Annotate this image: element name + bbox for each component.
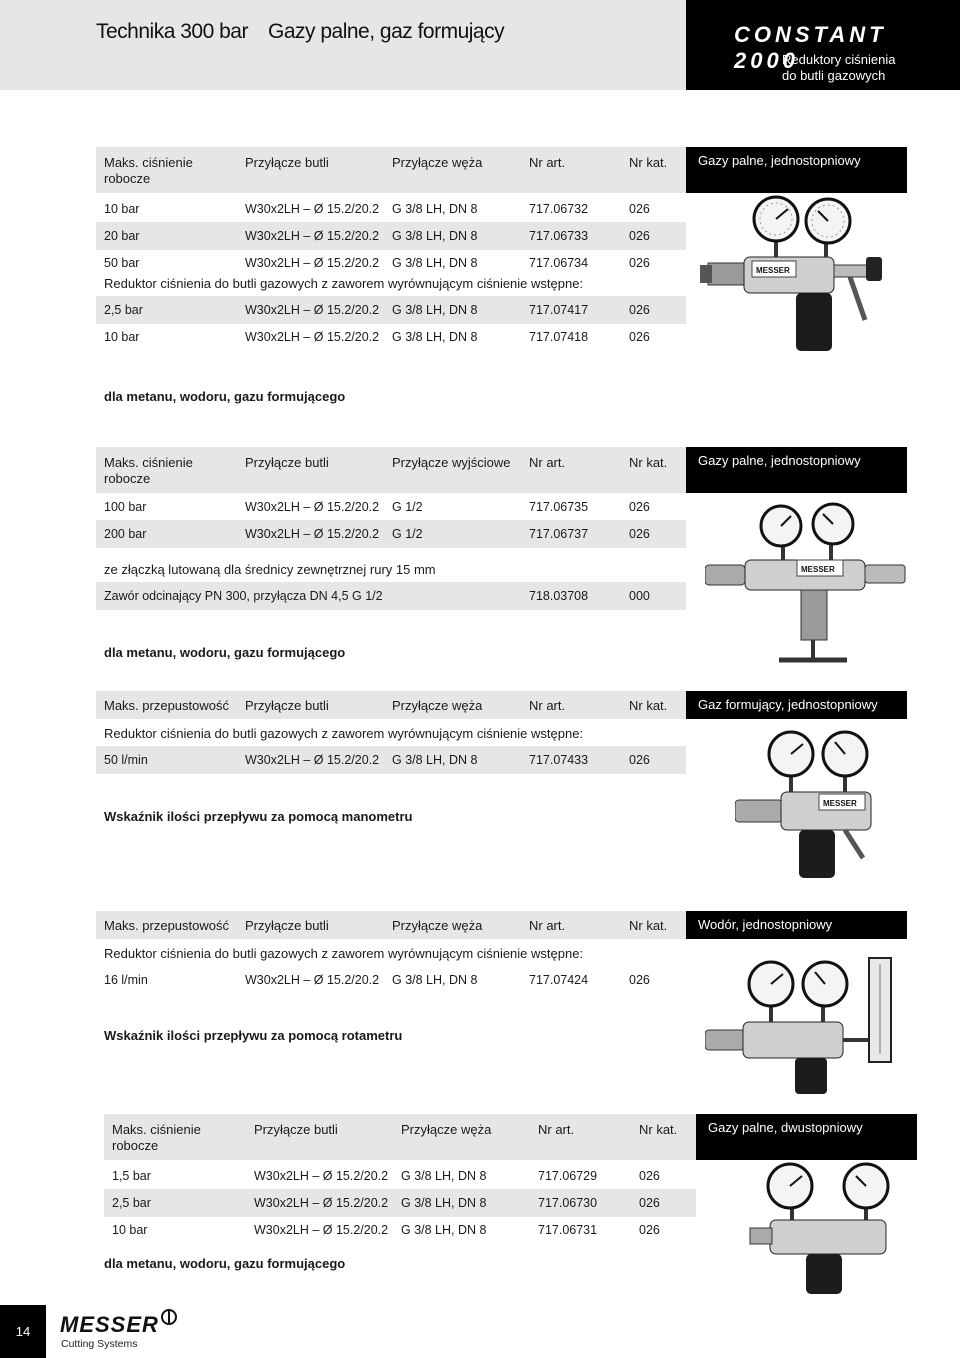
cell: W30x2LH – Ø 15.2/20.2 [245, 303, 380, 317]
regulator-image [735, 728, 905, 888]
col-hose: Przyłącze węża [401, 1122, 492, 1137]
section-title-box: Wodór, jednostopniowy [686, 911, 907, 939]
col-cat: Nr kat. [639, 1122, 678, 1137]
cell: 026 [629, 202, 650, 216]
col-art: Nr art. [529, 918, 566, 933]
cell: 000 [629, 589, 650, 603]
table-row [96, 966, 686, 994]
footnote: Wskaźnik ilości przepływu za pomocą manometru [104, 809, 413, 824]
col-pressure-2: robocze [104, 171, 151, 186]
cell: W30x2LH – Ø 15.2/20.2 [245, 202, 380, 216]
col-pressure: Maks. ciśnienie [112, 1122, 201, 1137]
table-row [96, 493, 686, 521]
table-header [96, 911, 686, 939]
cell: 717.06734 [529, 256, 589, 270]
table-header [96, 691, 686, 719]
cell: G 3/8 LH, DN 8 [392, 753, 478, 767]
table-row [96, 195, 686, 223]
regulator-image [705, 500, 910, 670]
col-cylinder: Przyłącze butli [245, 918, 329, 933]
footnote: Wskaźnik ilości przepływu za pomocą rotametru [104, 1028, 403, 1043]
regulator-image [700, 195, 890, 360]
cell: W30x2LH – Ø 15.2/20.2 [254, 1169, 389, 1183]
product-label: MESSER [823, 799, 857, 808]
table-row [96, 249, 686, 277]
cell: 717.06730 [538, 1196, 598, 1210]
cell: G 3/8 LH, DN 8 [392, 229, 478, 243]
col-hose: Przyłącze węża [392, 698, 483, 713]
brand-subtitle-line: do butli gazowych [782, 68, 886, 83]
cell: 026 [629, 500, 650, 514]
cell: 026 [629, 753, 650, 767]
cell: 50 bar [104, 256, 140, 270]
table-row [96, 582, 686, 610]
section-title-box: Gaz formujący, jednostopniowy [686, 691, 907, 719]
cell: G 3/8 LH, DN 8 [401, 1196, 487, 1210]
cell: W30x2LH – Ø 15.2/20.2 [245, 753, 380, 767]
cell: G 1/2 [392, 500, 423, 514]
cell: W30x2LH – Ø 15.2/20.2 [245, 973, 380, 987]
col-cat: Nr kat. [629, 918, 668, 933]
section-title-box: Gazy palne, dwustopniowy [696, 1114, 917, 1160]
header-bar [0, 0, 686, 90]
table-header [96, 447, 686, 493]
subheading: Reduktor ciśnienia do butli gazowych z zaworem wyrównującym ciśnienie wstępne: [104, 946, 584, 961]
cell: G 3/8 LH, DN 8 [392, 303, 478, 317]
logo-text: MESSER [60, 1312, 159, 1337]
cell: 026 [629, 973, 650, 987]
col-cat: Nr kat. [629, 155, 668, 170]
footnote: dla metanu, wodoru, gazu formującego [104, 389, 346, 404]
col-cylinder: Przyłącze butli [245, 698, 329, 713]
cell: W30x2LH – Ø 15.2/20.2 [245, 527, 380, 541]
cell: 2,5 bar [104, 303, 143, 317]
col-cat: Nr kat. [629, 698, 668, 713]
cell: 200 bar [104, 527, 147, 541]
cell: 10 bar [104, 330, 140, 344]
col-pressure: Maks. ciśnienie [104, 455, 193, 470]
table-row [104, 1216, 696, 1244]
col-flow: Maks. przepustowość [104, 918, 229, 933]
table-row [96, 296, 686, 324]
cell: W30x2LH – Ø 15.2/20.2 [254, 1196, 389, 1210]
table-row [96, 323, 686, 351]
cell: 026 [629, 256, 650, 270]
cell: 10 bar [104, 202, 140, 216]
section-title-box: Gazy palne, jednostopniowy [686, 147, 907, 193]
cell: 717.06731 [538, 1223, 598, 1237]
section-title-box: Gazy palne, jednostopniowy [686, 447, 907, 493]
cell: 026 [629, 527, 650, 541]
table-header [96, 147, 686, 193]
cell: 20 bar [104, 229, 140, 243]
cell: 718.03708 [529, 589, 589, 603]
col-cylinder: Przyłącze butli [245, 455, 329, 470]
brand-title: CONSTANT 2000 [734, 22, 887, 73]
cell: 026 [629, 330, 650, 344]
cell: 717.07433 [529, 753, 589, 767]
col-outlet: Przyłącze wyjściowe [392, 455, 511, 470]
col-pressure-2: robocze [104, 471, 151, 486]
cell: 1,5 bar [112, 1169, 151, 1183]
brand-subtitle-line: Reduktory ciśnienia [782, 52, 896, 67]
col-art: Nr art. [529, 455, 566, 470]
cell: 717.06732 [529, 202, 589, 216]
cell: 026 [639, 1196, 660, 1210]
brand-block [686, 0, 960, 90]
cell: W30x2LH – Ø 15.2/20.2 [245, 256, 380, 270]
cell: G 3/8 LH, DN 8 [401, 1169, 487, 1183]
cell: 026 [629, 229, 650, 243]
cell: 717.06733 [529, 229, 589, 243]
cell: 717.07417 [529, 303, 589, 317]
messer-logo [60, 1312, 159, 1350]
table-header [104, 1114, 696, 1160]
cell: 026 [629, 303, 650, 317]
page-subtitle: Gazy palne, gaz formujący [268, 20, 505, 43]
cell: 717.06735 [529, 500, 589, 514]
cell: 717.06729 [538, 1169, 598, 1183]
table-row [96, 746, 686, 774]
logo-subtitle: Cutting Systems [61, 1338, 138, 1350]
regulator-image [740, 1162, 910, 1302]
cell: G 3/8 LH, DN 8 [392, 330, 478, 344]
cell: G 3/8 LH, DN 8 [392, 973, 478, 987]
cell: 717.07418 [529, 330, 589, 344]
table-row [104, 1189, 696, 1217]
brand-subtitle [782, 52, 895, 84]
table-row [104, 1162, 696, 1190]
cell: W30x2LH – Ø 15.2/20.2 [245, 500, 380, 514]
messer-symbol-icon [160, 1308, 178, 1326]
col-art: Nr art. [529, 155, 566, 170]
cell: 100 bar [104, 500, 147, 514]
cell: W30x2LH – Ø 15.2/20.2 [254, 1223, 389, 1237]
col-art: Nr art. [538, 1122, 575, 1137]
cell: G 1/2 [392, 527, 423, 541]
col-hose: Przyłącze węża [392, 918, 483, 933]
cell: G 3/8 LH, DN 8 [401, 1223, 487, 1237]
cell: G 3/8 LH, DN 8 [392, 256, 478, 270]
subheading: Reduktor ciśnienia do butli gazowych z zaworem wyrównującym ciśnienie wstępne: [104, 726, 584, 741]
col-pressure-2: robocze [112, 1138, 159, 1153]
cell: 026 [639, 1223, 660, 1237]
page-title: Technika 300 bar [96, 20, 248, 43]
cell: 50 l/min [104, 753, 148, 767]
cell: G 3/8 LH, DN 8 [392, 202, 478, 216]
cell: Zawór odcinający PN 300, przyłącza DN 4,5 G 1/2 [104, 589, 383, 603]
note: ze złączką lutowaną dla średnicy zewnętrznej rury 15 mm [104, 562, 436, 577]
col-cylinder: Przyłącze butli [254, 1122, 338, 1137]
col-pressure: Maks. ciśnienie [104, 155, 193, 170]
col-art: Nr art. [529, 698, 566, 713]
subheading: Reduktor ciśnienia do butli gazowych z zaworem wyrównującym ciśnienie wstępne: [104, 276, 584, 291]
cell: 10 bar [112, 1223, 148, 1237]
cell: W30x2LH – Ø 15.2/20.2 [245, 229, 380, 243]
col-cat: Nr kat. [629, 455, 668, 470]
col-cylinder: Przyłącze butli [245, 155, 329, 170]
cell: 16 l/min [104, 973, 148, 987]
regulator-image [705, 950, 910, 1100]
cell: 717.06737 [529, 527, 589, 541]
cell: 026 [639, 1169, 660, 1183]
product-label: MESSER [801, 565, 835, 574]
col-hose: Przyłącze węża [392, 155, 483, 170]
col-flow: Maks. przepustowość [104, 698, 229, 713]
footnote: dla metanu, wodoru, gazu formującego [104, 645, 346, 660]
product-label: MESSER [756, 266, 790, 275]
page-number: 14 [0, 1305, 46, 1358]
cell: W30x2LH – Ø 15.2/20.2 [245, 330, 380, 344]
cell: 2,5 bar [112, 1196, 151, 1210]
table-row [96, 520, 686, 548]
cell: 717.07424 [529, 973, 589, 987]
table-row [96, 222, 686, 250]
footnote: dla metanu, wodoru, gazu formującego [104, 1256, 346, 1271]
